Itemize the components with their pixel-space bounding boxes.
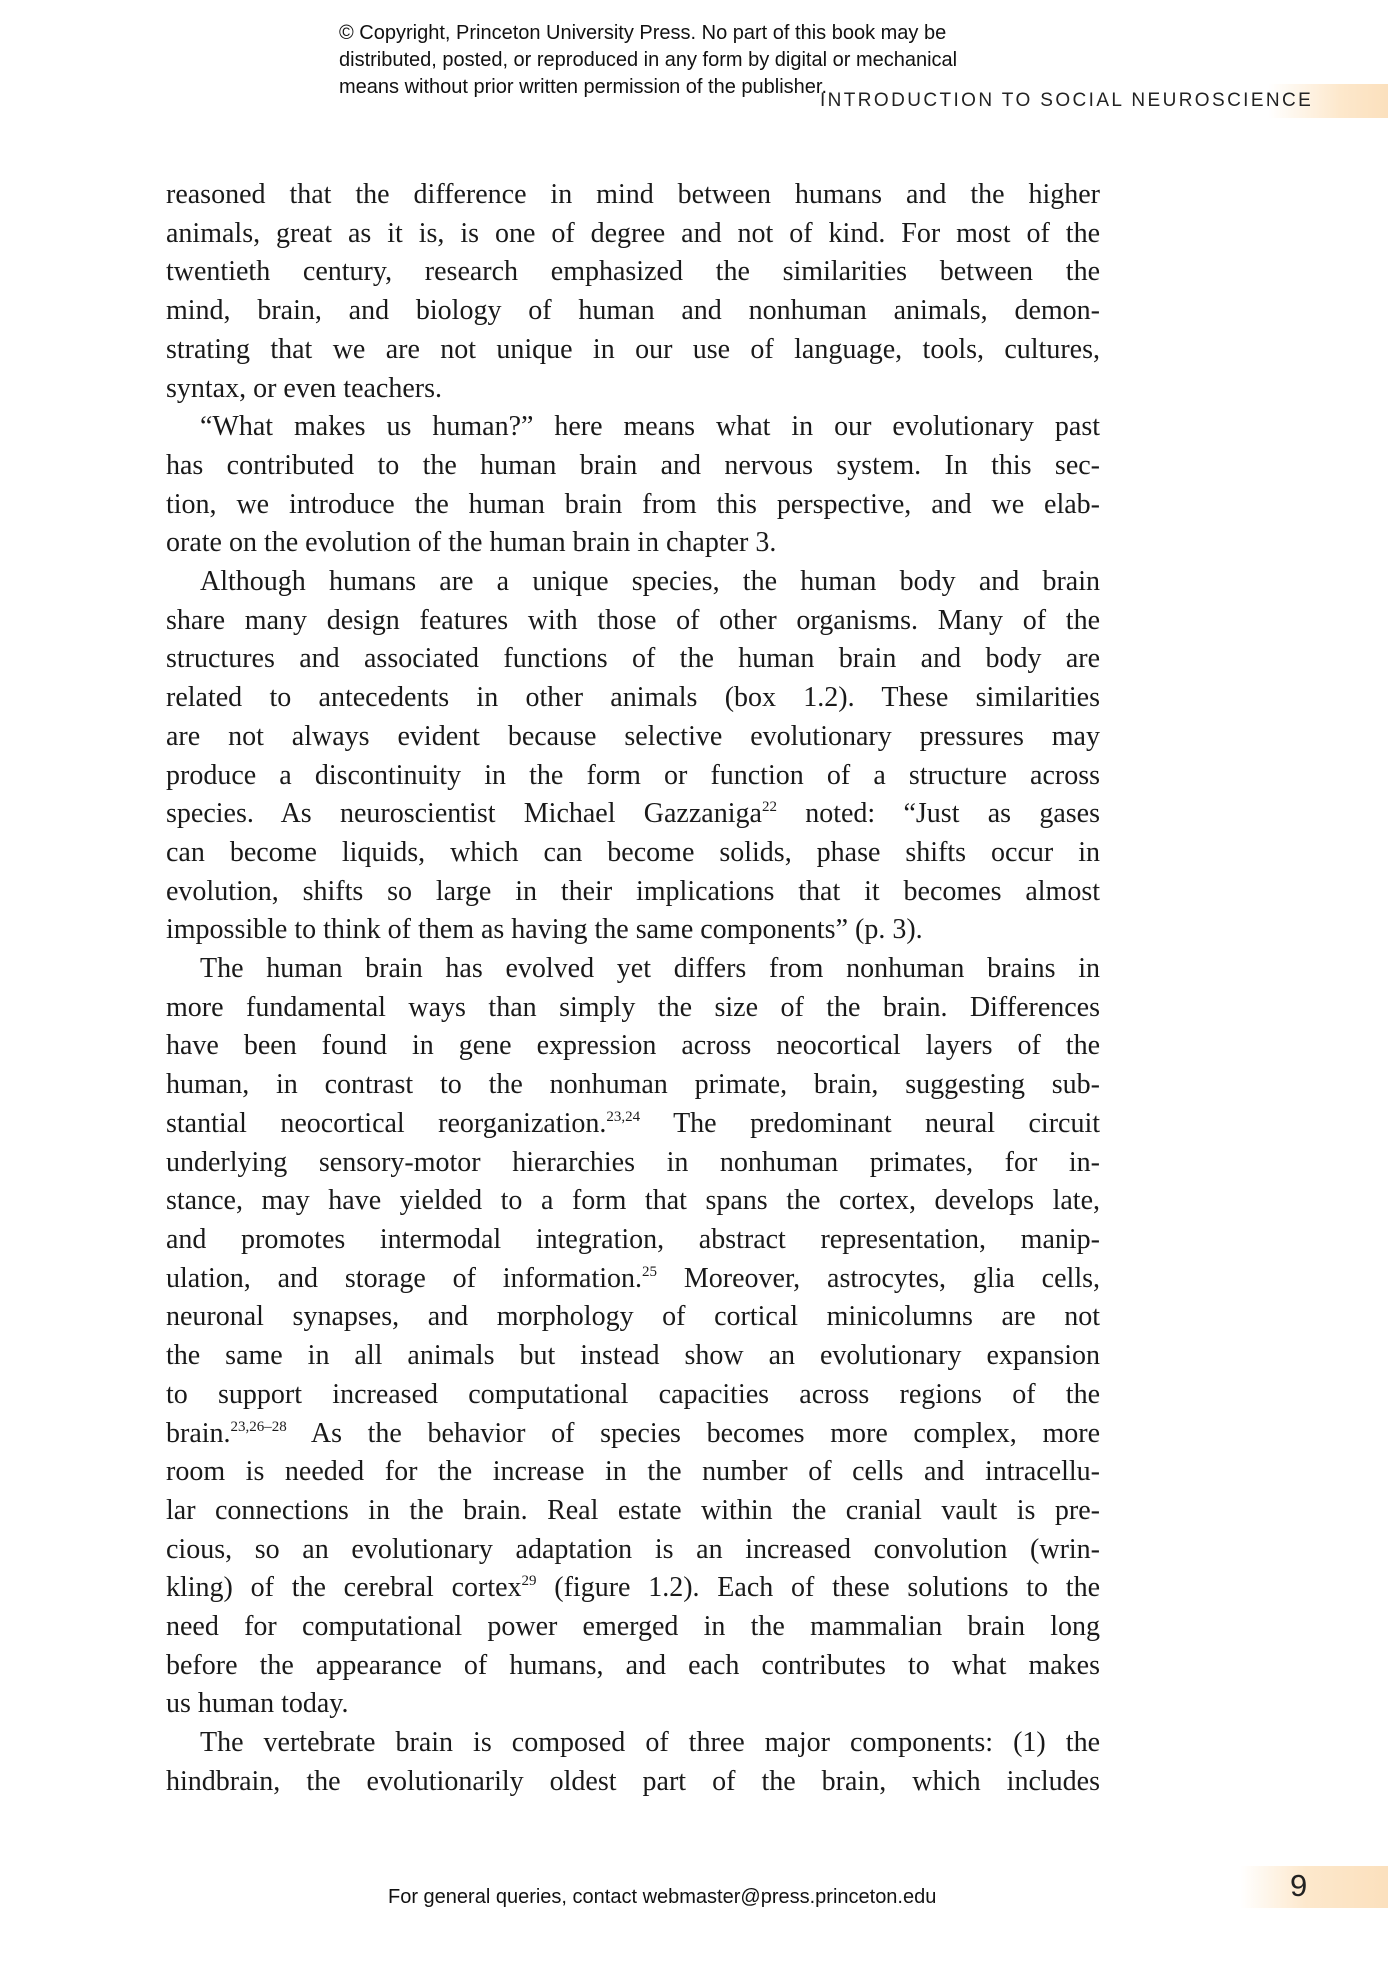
paragraph [166,1724,1100,1801]
text-line: impossible to think of them as having the same components” (p. 3). [166,914,923,946]
text-line: Although humans are a unique species, the human body and brain [200,566,1100,598]
text-line: underlying sensory-motor hierarchies in nonhuman primates, for in- [166,1146,1100,1178]
text-line: share many design features with those of other organisms. Many of the [166,604,1100,636]
text-segment: Moreover, astrocytes, glia cells, [657,1262,1100,1294]
text-line: can become liquids, which can become solids, phase shifts occur in [166,836,1100,868]
text-line: syntax, or even teachers. [166,372,442,404]
text-line: lar connections in the brain. Real estate within the cranial vault is pre- [166,1494,1100,1526]
copyright-line: © Copyright, Princeton University Press. No part of this book may be [339,22,947,44]
text-segment: noted: “Just as gases [776,798,1100,830]
text-line: mind, brain, and biology of human and nonhuman animals, demon- [166,295,1100,327]
text-line: strating that we are not unique in our use of language, tools, cultures, [166,333,1100,365]
paragraph [166,408,1100,563]
text-line: and promotes intermodal integration, abstract representation, manip- [166,1223,1100,1255]
copyright-line: means without prior written permission of the publisher. [339,76,828,98]
text-line: before the appearance of humans, and each contributes to what makes [166,1649,1100,1681]
copyright-notice [339,20,1039,101]
text-line: The vertebrate brain is composed of three major components: (1) the [200,1727,1100,1759]
text-line: to support increased computational capacities across regions of the [166,1378,1100,1410]
footnote-ref: 22 [761,799,777,816]
text-line: related to antecedents in other animals (box 1.2). These similarities [166,682,1100,714]
text-segment: brain. [166,1417,231,1449]
text-line: are not always evident because selective evolutionary pressures may [166,720,1100,752]
text-segment: ulation, and storage of information. [166,1262,643,1294]
text-line: produce a discontinuity in the form or function of a structure across [166,759,1100,791]
text-line: animals, great as it is, is one of degree and not of kind. For most of the [166,217,1100,249]
text-line [166,1105,1100,1144]
text-line: has contributed to the human brain and nervous system. In this sec- [166,449,1100,481]
text-line: room is needed for the increase in the number of cells and intracellu- [166,1456,1100,1488]
text-line [166,795,1100,834]
paragraph [166,176,1100,408]
footnote-ref: 23,24 [606,1108,641,1125]
footnote-ref: 29 [521,1573,537,1590]
text-line [166,1260,1100,1299]
text-line: reasoned that the difference in mind between humans and the higher [166,179,1100,210]
text-line: “What makes us human?” here means what in our evolutionary past [200,411,1100,443]
page-number: 9 [1290,1868,1308,1903]
text-line: evolution, shifts so large in their implications that it becomes almost [166,875,1100,907]
text-line: hindbrain, the evolutionarily oldest part of the brain, which includes [166,1765,1100,1797]
text-line: the same in all animals but instead show an evolutionary expansion [166,1340,1100,1372]
text-line: stance, may have yielded to a form that spans the cortex, develops late, [166,1185,1100,1217]
text-segment: (figure 1.2). Each of these solutions to the [536,1572,1100,1604]
running-head-title: INTRODUCTION TO SOCIAL NEUROSCIENCE [820,90,1314,111]
paragraph [166,950,1100,1724]
page-number-tab [1240,1866,1388,1908]
footnote-ref: 23,26–28 [230,1418,287,1435]
text-line: structures and associated functions of the human brain and body are [166,643,1100,675]
text-segment: stantial neocortical reorganization. [166,1107,607,1139]
text-line: us human today. [166,1688,349,1720]
text-segment: kling) of the cerebral cortex [166,1572,522,1604]
text-line: need for computational power emerged in the mammalian brain long [166,1611,1100,1643]
footnote-ref: 25 [642,1263,658,1280]
text-line: more fundamental ways than simply the size of the brain. Differences [166,991,1100,1023]
text-line: The human brain has evolved yet differs from nonhuman brains in [200,953,1100,985]
footer-contact: For general queries, contact webmaster@press.princeton.edu [388,1886,937,1908]
text-line [166,1415,1100,1454]
text-line: cious, so an evolutionary adaptation is an increased convolution (wrin- [166,1533,1100,1565]
copyright-line: distributed, posted, or reproduced in any form by digital or mechanical [339,49,958,71]
text-line [166,1569,1100,1608]
text-line: human, in contrast to the nonhuman primate, brain, suggesting sub- [166,1069,1100,1101]
text-segment: As the behavior of species becomes more complex, more [286,1417,1100,1449]
text-line: have been found in gene expression across neocortical layers of the [166,1030,1100,1062]
text-line: tion, we introduce the human brain from this perspective, and we elab- [166,488,1100,520]
text-segment: The predominant neural circuit [640,1107,1100,1139]
text-line: orate on the evolution of the human brain in chapter 3. [166,527,777,559]
text-line: twentieth century, research emphasized the similarities between the [166,256,1100,288]
text-segment: species. As neuroscientist Michael Gazzaniga [166,798,762,830]
paragraph [166,563,1100,950]
text-line: neuronal synapses, and morphology of cortical minicolumns are not [166,1301,1100,1333]
body-text [166,176,1100,1802]
